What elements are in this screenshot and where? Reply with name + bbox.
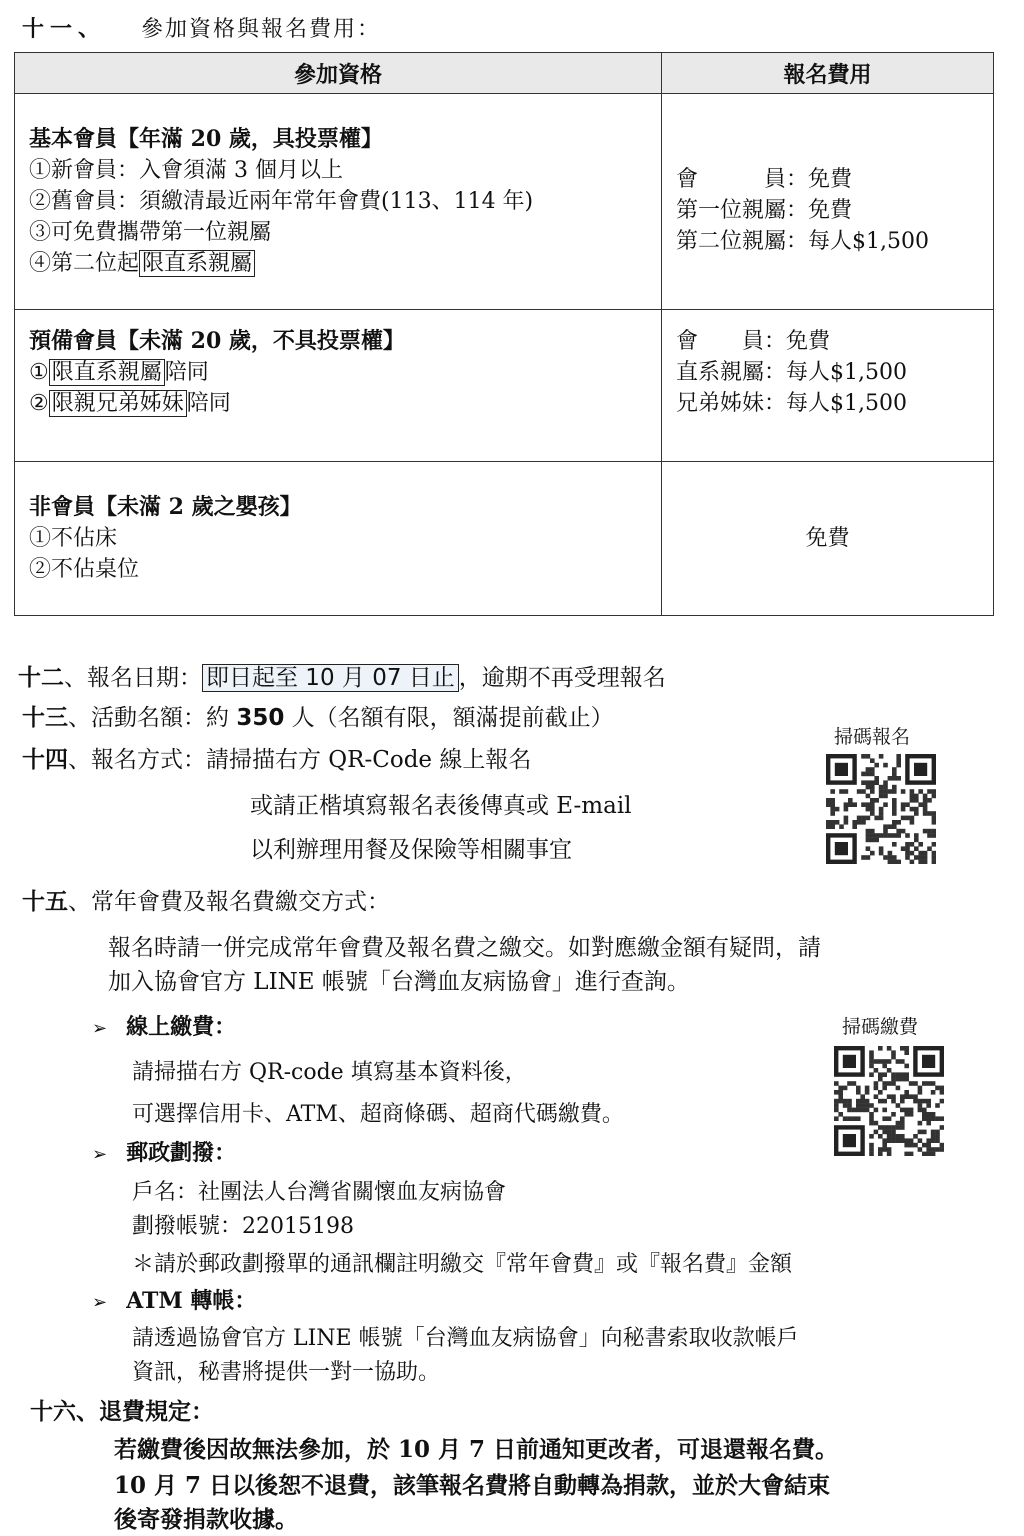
- table-row: [15, 462, 994, 616]
- section-15-paragraph: 加入協會官方 LINE 帳號「台灣血友病協會」進行查詢。: [108, 969, 690, 995]
- section-12: [18, 662, 666, 694]
- atm-heading: [92, 1286, 256, 1318]
- section-title: 參加資格與報名費用：: [141, 17, 382, 42]
- qr-label-payment: 掃碼繳費: [842, 1016, 919, 1038]
- section-label: 、活動名額：約: [68, 705, 237, 731]
- fee-line: 第一位親屬：免費: [676, 198, 853, 223]
- fee-line: 第二位親屬：每人$1,500: [676, 229, 929, 254]
- section-11-heading: [22, 14, 381, 45]
- fee-line: 直系親屬：每人$1,500: [676, 360, 907, 385]
- row-line: ①新會員：入會須滿 3 個月以上: [29, 158, 343, 183]
- section-14-line: 或請正楷填寫報名表後傳真或 E-mail: [250, 793, 632, 819]
- table-row: [15, 310, 994, 462]
- fee-cell: [662, 94, 994, 310]
- fee-line: 會 員：免費: [676, 329, 831, 354]
- qr-label-register: 掃碼報名: [834, 726, 911, 748]
- row-line: ②不佔桌位: [29, 557, 140, 582]
- fee-cell: [662, 462, 994, 616]
- eligibility-cell: [15, 462, 662, 616]
- online-payment-line: 請掃描右方 QR-code 填寫基本資料後，: [132, 1060, 527, 1085]
- row-title: 非會員【未滿 2 歲之嬰孩】: [29, 494, 302, 520]
- section-13: [22, 702, 614, 734]
- fee-table: [14, 52, 994, 616]
- section-number: 十一、: [22, 16, 107, 42]
- section-number: 十二: [18, 664, 64, 691]
- boxed-term: 限親兄弟姊妹: [49, 390, 187, 417]
- refund-line: 後寄發捐款收據。: [114, 1506, 298, 1533]
- capacity-count: 350: [236, 705, 285, 731]
- row-line: ②舊會員：須繳清最近兩年常年會費(113、114 年): [29, 189, 534, 214]
- section-16: [30, 1396, 214, 1428]
- section-label: 、退費規定：: [76, 1398, 214, 1425]
- postal-transfer-heading: [92, 1138, 236, 1170]
- table-row: [15, 94, 994, 310]
- atm-line: 請透過協會官方 LINE 帳號「台灣血友病協會」向秘書索取收款帳戶: [132, 1326, 799, 1351]
- section-15-paragraph: 報名時請一併完成常年會費及報名費之繳交。如對應繳金額有疑問，請: [108, 935, 821, 961]
- boxed-term: 限直系親屬: [49, 359, 165, 386]
- subsection-title: ATM 轉帳：: [126, 1288, 257, 1314]
- row-line: ③可免費攜帶第一位親屬: [29, 220, 272, 245]
- refund-line: 10 月 7 日以後恕不退費，該筆報名費將自動轉為捐款，並於大會結束: [114, 1472, 831, 1499]
- row-title: 基本會員【年滿 20 歲，具投票權】: [29, 126, 383, 152]
- postal-line: 戶名：社團法人台灣省關懷血友病協會: [132, 1180, 507, 1205]
- section-number: 十三: [22, 704, 68, 731]
- row-line: ④第二位起 限直系親屬: [29, 248, 647, 279]
- section-label: 、報名方式：請掃描右方 QR-Code 線上報名: [68, 747, 532, 773]
- section-15: [22, 886, 390, 918]
- online-payment-line: 可選擇信用卡、ATM、超商條碼、超商代碼繳費。: [132, 1102, 624, 1127]
- section-number: 十四: [22, 746, 68, 773]
- fee-line: 兄弟姊妹：每人$1,500: [676, 391, 907, 416]
- eligibility-cell: [15, 94, 662, 310]
- fee-line: 免費: [805, 526, 850, 551]
- eligibility-cell: [15, 310, 662, 462]
- section-14: [22, 744, 531, 776]
- table-header-row: [15, 53, 994, 94]
- subsection-title: 線上繳費：: [126, 1014, 237, 1040]
- subsection-title: 郵政劃撥：: [126, 1140, 237, 1166]
- refund-line: 若繳費後因故無法參加，於 10 月 7 日前通知更改者，可退還報名費。: [114, 1436, 839, 1463]
- row-title: 預備會員【未滿 20 歲，不具投票權】: [29, 328, 405, 354]
- fee-cell: [662, 310, 994, 462]
- arrow-icon: ➢: [92, 1292, 108, 1313]
- online-payment-heading: [92, 1012, 236, 1044]
- date-highlight: 即日起至 10 月 07 日止: [202, 664, 459, 692]
- fee-line: 會 員：免費: [676, 167, 853, 192]
- postal-note: ＊請於郵政劃撥單的通訊欄註明繳交『常年會費』或『報名費』金額: [132, 1252, 793, 1277]
- section-label: 、常年會費及報名費繳交方式：: [68, 889, 390, 915]
- section-14-line: 以利辦理用餐及保險等相關事宜: [250, 837, 572, 863]
- register-qr-code[interactable]: [826, 754, 936, 864]
- section-number: 十五: [22, 888, 68, 915]
- row-line: ①不佔床: [29, 526, 118, 551]
- payment-qr-code[interactable]: [834, 1046, 944, 1156]
- header-eligibility: 參加資格: [15, 53, 662, 94]
- section-number: 十六: [30, 1398, 76, 1425]
- atm-line: 資訊，秘書將提供一對一協助。: [132, 1360, 441, 1385]
- row-line: ② 限親兄弟姊妹 陪同: [29, 391, 231, 416]
- arrow-icon: ➢: [92, 1018, 108, 1039]
- boxed-term: 限直系親屬: [139, 250, 255, 277]
- postal-line: 劃撥帳號：22015198: [132, 1214, 354, 1239]
- section-label: 、報名日期：: [64, 665, 202, 691]
- section-text: ，逾期不再受理報名: [458, 665, 666, 691]
- row-line: ① 限直系親屬 陪同: [29, 360, 209, 385]
- header-fee: 報名費用: [662, 53, 994, 94]
- arrow-icon: ➢: [92, 1144, 108, 1165]
- section-text: 人（名額有限，額滿提前截止）: [284, 705, 614, 731]
